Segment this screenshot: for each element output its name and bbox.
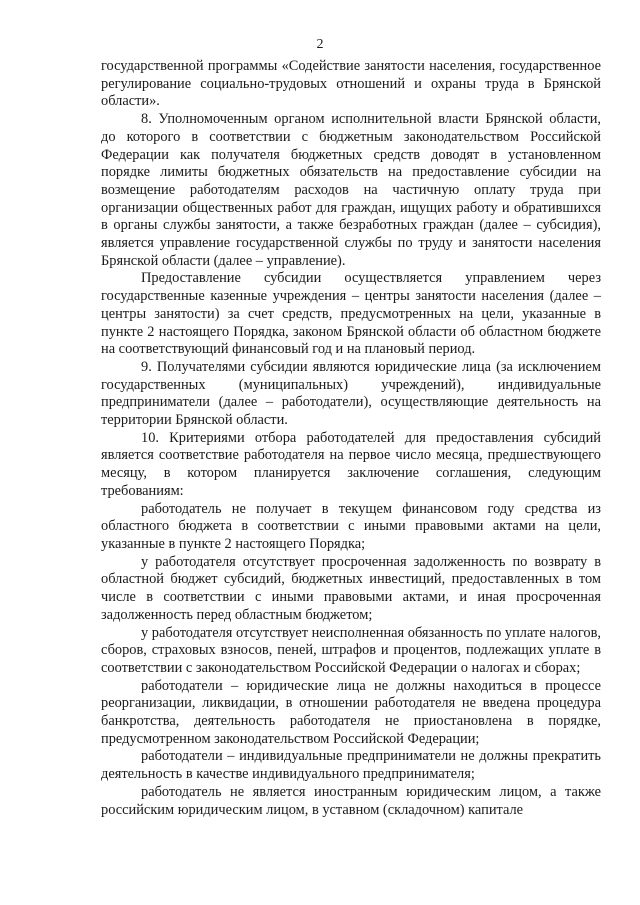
paragraph-item-8: 8. Уполномоченным органом исполнительной власти Брянской области, до которого в соответствии с бюджетным законодательством Российской Федерации как получателя бюджетных средств доводят в установленном порядке лимиты бюджетных обязательств на предоставление субсидии на возмещение работодателям расходов на частичную оплату труда при организации общественных работ для граждан, ищущих работу и обратившихся в органы службы занятости, а также безработных граждан (далее – субсидия), является управление государственной службы по труду и занятости населения Брянской области (далее – управление).: [101, 111, 601, 269]
criterion-no-reorganization: работодатели – юридические лица не должны находиться в процессе реорганизации, ликвидации, в отношении работодателя не введена процедура банкротства, деятельность работодателя не приостановлена в порядке, предусмотренном законодательством Российской Федерации;: [101, 677, 601, 747]
page-number: 2: [316, 37, 324, 52]
criterion-no-other-funds: работодатель не получает в текущем финансовом году средства из областного бюджета в соответствии с иными правовыми актами на цели, указанные в пункте 2 настоящего Порядка;: [101, 500, 601, 552]
document-body: [101, 58, 601, 819]
paragraph-item-9: 9. Получателями субсидии являются юридические лица (за исключением государственных (муниципальных) учреждений), индивидуальные предприниматели (далее – работодатели), осуществляющие деятельность на территории Брянской области.: [101, 358, 601, 429]
paragraph-program-name: государственной программы «Содействие занятости населения, государственное регулирование социально-трудовых отношений и охраны труда в Брянской области».: [101, 58, 601, 110]
criterion-entrepreneur-active: работодатели – индивидуальные предприниматели не должны прекратить деятельность в качестве индивидуального предпринимателя;: [101, 748, 601, 783]
paragraph-subsidy-provision: Предоставление субсидии осуществляется управлением через государственные казенные учреждения – центры занятости населения (далее – центры занятости) за счет средств, предусмотренных на цели, указанные в пункте 2 настоящего Порядка, законом Брянской области об областном бюджете на соответствующий финансовый год и на плановый период.: [101, 270, 601, 358]
criterion-no-overdue-debt: у работодателя отсутствует просроченная задолженность по возврату в областной бюджет субсидий, бюджетных инвестиций, предоставленных в том числе в соответствии с иными правовыми актами, и иная просроченная задолженность перед областным бюджетом;: [101, 553, 601, 623]
criterion-no-tax-arrears: у работодателя отсутствует неисполненная обязанность по уплате налогов, сборов, страховых взносов, пеней, штрафов и процентов, подлежащих уплате в соответствии с законодательством Российской Федерации о налогах и сборах;: [101, 624, 601, 676]
criterion-not-foreign-entity: работодатель не является иностранным юридическим лицом, а также российским юридическим лицом, в уставном (складочном) капитале: [101, 783, 601, 818]
paragraph-item-10: 10. Критериями отбора работодателей для предоставления субсидий является соответствие работодателя на первое число месяца, предшествующего месяцу, в котором планируется заключение соглашения, следующим требованиям:: [101, 429, 601, 499]
